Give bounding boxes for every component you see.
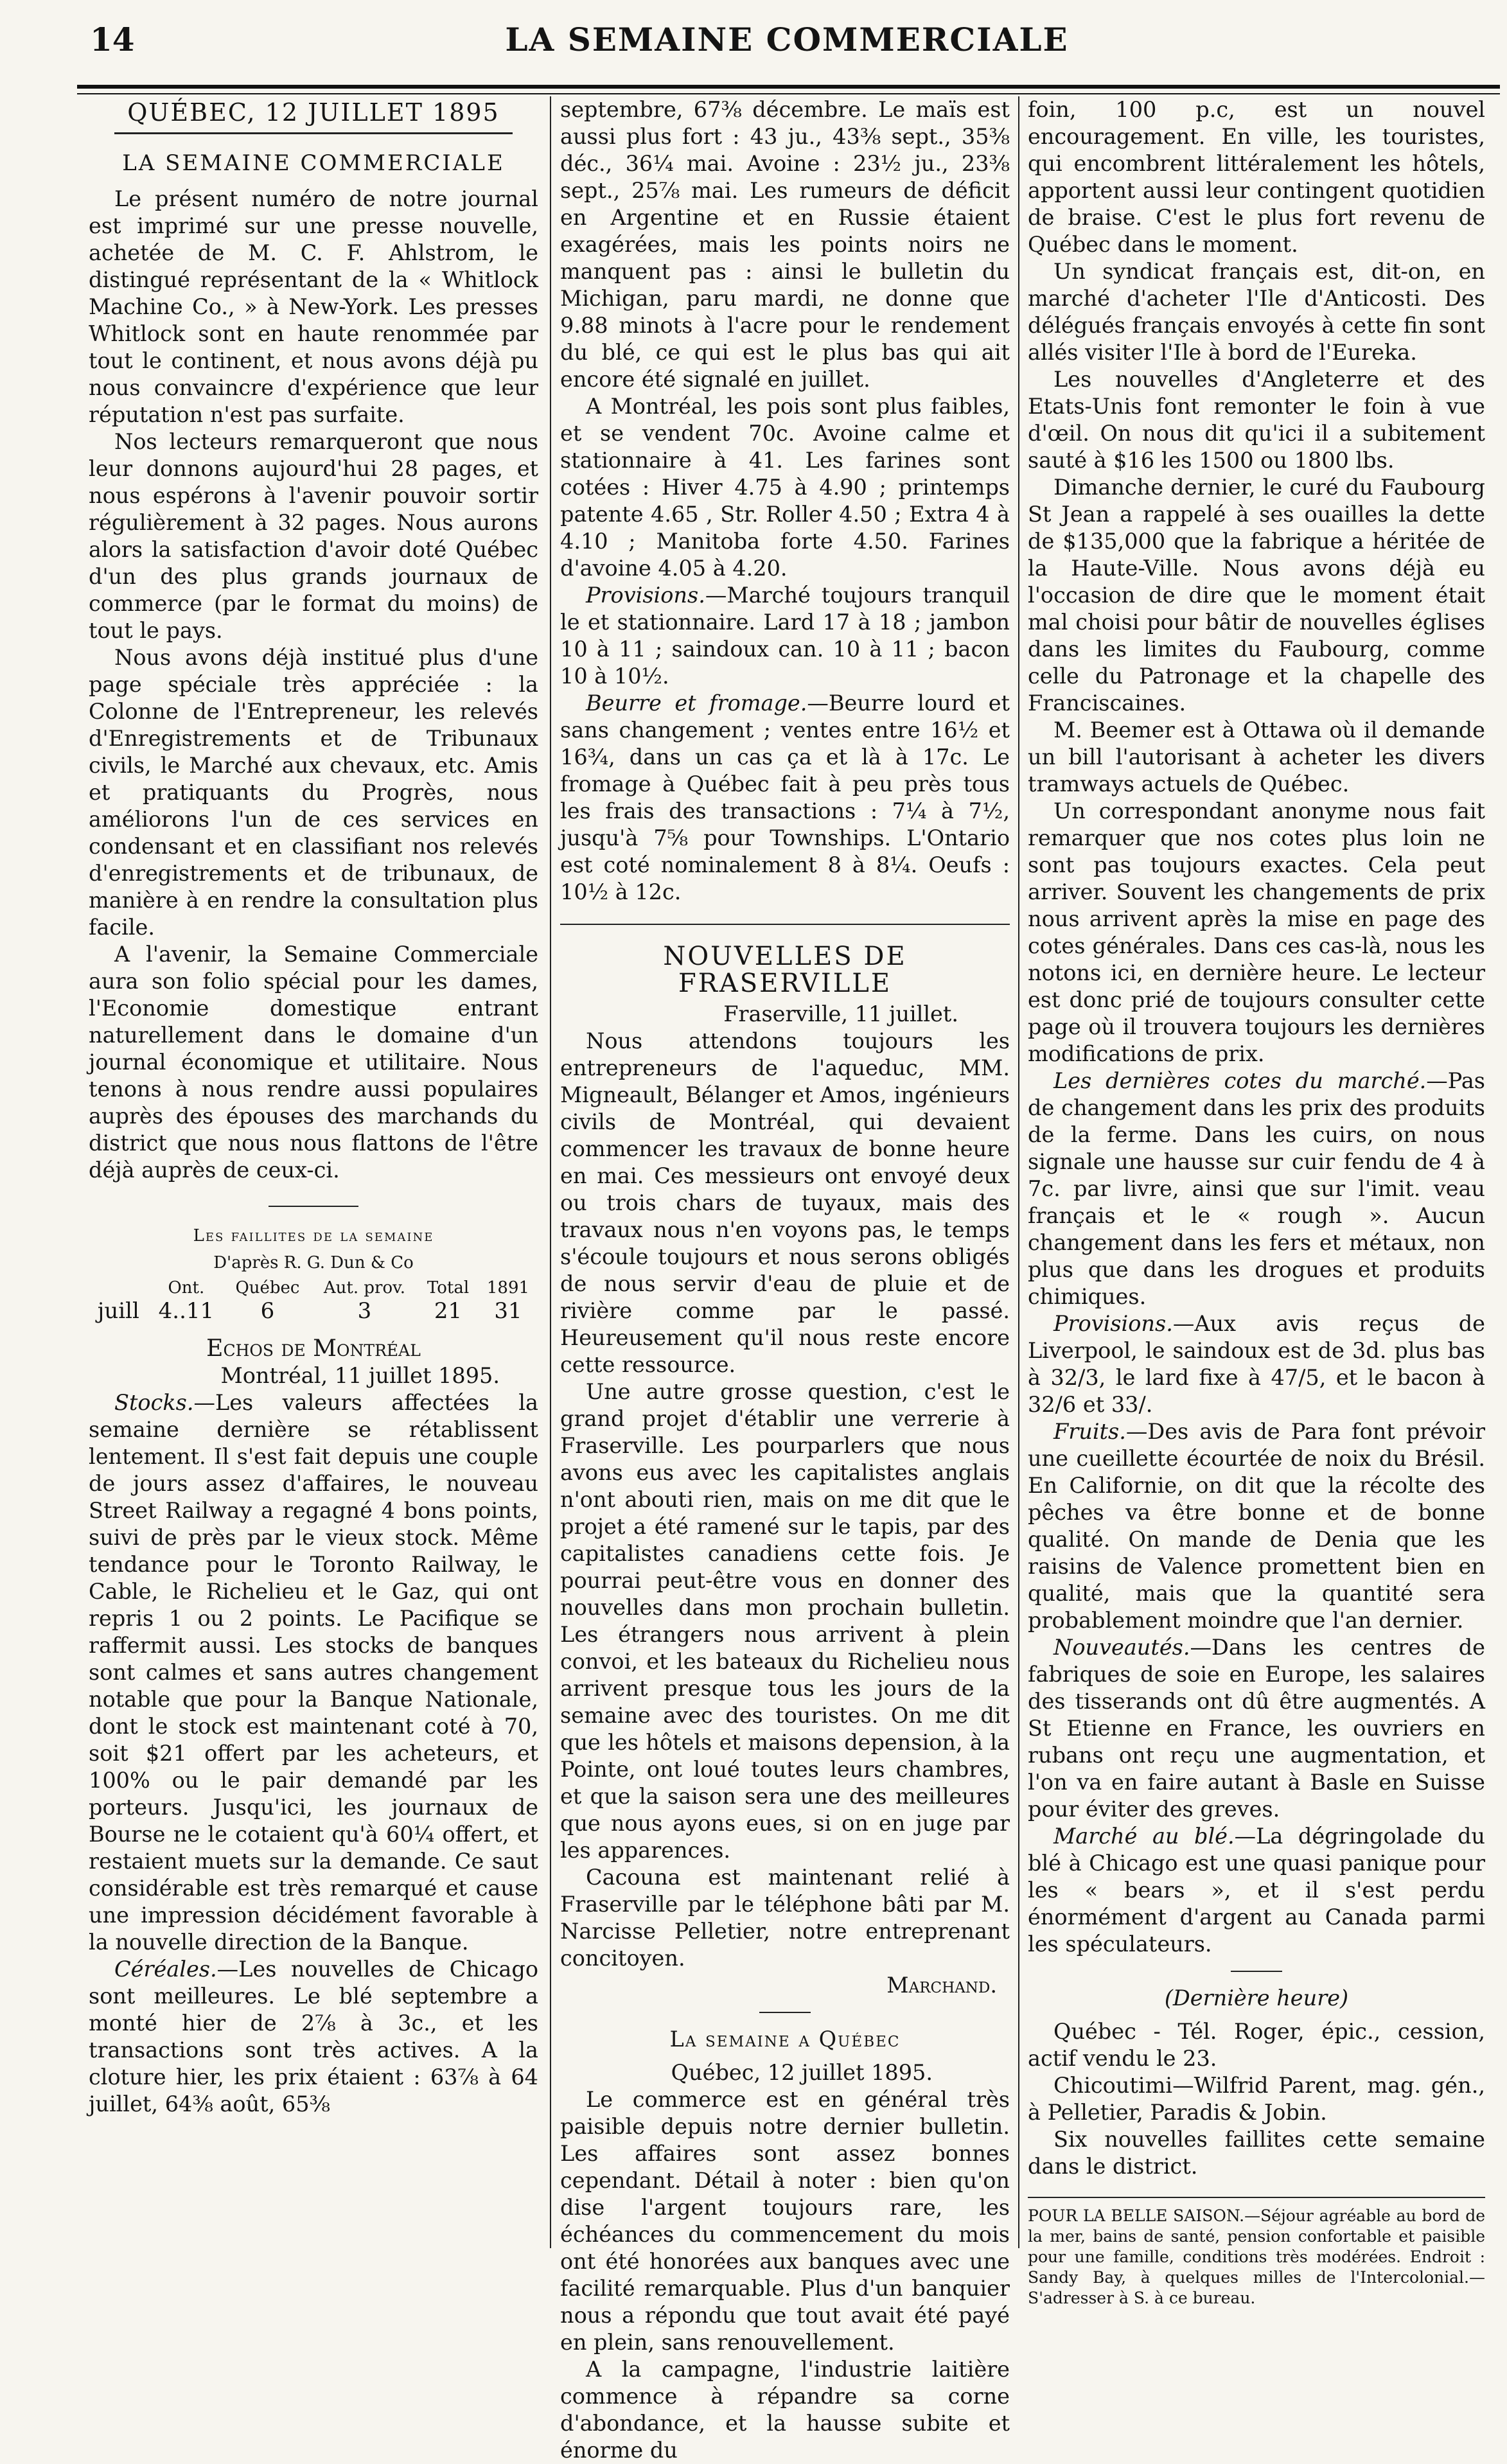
rubric-label: Provisions. [1053, 1311, 1173, 1336]
table-header: Ont. [168, 1278, 205, 1298]
header-rule-thin [77, 93, 1500, 94]
paragraph: Céréales.—Les nouvelles de Chicago sont meilleures. Le blé septembre a monté hier de 2⅞ à 3c., et les transactions sont très actives. A la cloture hier, les prix étaient : 63⅞ à 64 juillet, 64⅜ août, 65⅜ [89, 1957, 538, 2116]
paragraph: Cacouna est maintenant relié à Fraserville par le téléphone bâti par M. Narcisse Pelletier, notre entreprenant concitoyen. [560, 1865, 1010, 1971]
table-cell: 31 [494, 1298, 522, 1324]
page-number: 14 [90, 21, 135, 58]
rubric-label: Provisions. [586, 583, 705, 608]
paragraph: Les dernières cotes du marché.—Pas de changement dans les prix des produits de la ferme. Dans les cuirs, on nous signale une hausse sur cuir fendu de 4 à 7c. par livre, ainsi que sur l'imit. veau français et le « rough ». Aucun changement dans les fers et métaux, non plus que dans les drogues et produits chimiques. [1028, 1068, 1485, 1309]
paragraph: Fruits.—Des avis de Para font prévoir une cueillette écourtée de noix du Brésil. En Californie, on dit que la récolte des pêches va être bonne et de bonne qualité. On mande de Denia que les raisins de Valence promettent bien en qualité, mais que la quantité sera probablement moindre que l'an dernier. [1028, 1419, 1485, 1633]
paragraph: Provisions.—Aux avis reçus de Liverpool, le saindoux est de 3d. plus bas à 32/3, le lard fixe à 47/5, et le bacon à 32/6 et 33/. [1028, 1311, 1485, 1417]
column-3 [1028, 96, 1485, 2307]
faillites-source: D'après R. G. Dun & Co [213, 1253, 414, 1272]
rubric-label: Stocks. [114, 1390, 194, 1415]
table-cell: 6 [260, 1298, 275, 1324]
paragraph: A Montréal, les pois sont plus faibles, et se vendent 70c. Avoine calme et stationnaire à 41. Les farines sont cotées : Hiver 4.75 à 4.90 ; printemps patente 4.65 , Str. Roller 4.50 ; Extra 4 à 4.10 ; Manitoba forte 4.50. Farines d'avoine 4.05 à 4.20. [560, 394, 1010, 581]
table-header: Aut. prov. [323, 1278, 405, 1298]
column-2 [560, 96, 1010, 2463]
paragraph: septembre, 67⅜ décembre. Le maïs est aussi plus fort : 43 ju., 43⅜ sept., 35⅜ déc., 36¼ mai. Avoine : 23½ ju., 23⅜ sept., 25⅞ mai. Les rumeurs de déficit en Argentine et en Russie étaient exagérées, mais les points noirs ne manquent pas : ainsi le bulletin du Michigan, paru mardi, ne donne que 9.88 minots à l'acre pour le rendement du blé, ce qui est le plus bas qui ait encore été signalé en juillet. [560, 97, 1010, 392]
faillites-table [89, 1276, 538, 1323]
paragraph: Nous avons déjà institué plus d'une page spéciale très appréciée : la Colonne de l'Entrepreneur, les relevés d'Enregistrements et de Tribunaux civils, le Marché aux chevaux, etc. Amis et pratiquants du Progrès, nous améliorons l'un de ces services en condensant et en classifiant nos relevés d'enregistrements et de tribunaux, de manière à en rendre la consultation plus facile. [89, 645, 538, 940]
paragraph: A la campagne, l'industrie laitière commence à répandre sa corne d'abondance, et la hausse subite et énorme du [560, 2357, 1010, 2463]
table-cell: juill [97, 1298, 139, 1324]
last-hour-heading: (Dernière heure) [1164, 1985, 1349, 2011]
paragraph: Nos lecteurs remarqueront que nous leur donnons aujourd'hui 28 pages, et nous espérons à l'avenir pouvoir sortir régulièrement à 32 pages. Nous aurons alors la satisfaction d'avoir doté Québec d'un des plus grands journaux de commerce (par le format du moins) de tout le pays. [89, 429, 538, 643]
issue-dateline: QUÉBEC, 12 JUILLET 1895 [127, 98, 500, 127]
section-heading: NOUVELLES DE FRASERVILLE [663, 942, 907, 998]
table-header: 1891 [486, 1278, 530, 1298]
divider [560, 924, 1010, 925]
paragraph: Marché au blé.—La dégringolade du blé à Chicago est une quasi panique pour les « bears », et il s'est perdu énormément d'argent au Canada parmi les spéculateurs. [1028, 1824, 1485, 1957]
paragraph: foin, 100 p.c, est un nouvel encouragement. En ville, les touristes, qui encombrent littéralement les hôtels, apportent aussi leur contingent quotidien de braise. C'est le plus fort revenu de Québec dans le moment. [1028, 97, 1485, 257]
paragraph: Beurre et fromage.—Beurre lourd et sans changement ; ventes entre 16½ et 16¾, dans un cas ça et là à 17c. Le fromage à Québec fait à peu près tous les frais des transactions : 7¼ à 7½, jusqu'à 7⅝ pour Townships. L'Ontario est coté nominalement 8 à 8¼. Oeufs : 10½ à 12c. [560, 691, 1010, 904]
table-header: Québec [235, 1278, 300, 1298]
paragraph: Une autre grosse question, c'est le grand projet d'établir une verrerie à Fraserville. Les pourparlers que nous avons eus avec les capitalistes anglais n'ont abouti rien, mais on me dit que le projet a été ramené sur le tapis, par des capitalistes canadiens cette fois. Je pourrai peut-être vous en donner des nouvelles dans mon prochain bulletin. Les étrangers nous arrivent à plein convoi, et les bateaux du Richelieu nous arrivent presque tous les jours de la semaine avec des touristes. On me dit que les hôtels et maisons depension, à la Pointe, ont loué toutes leurs chambres, et que la saison sera une des meilleures que nous ayons eues, si on en juge par les apparences. [560, 1379, 1010, 1863]
paragraph: Le présent numéro de notre journal est imprimé sur une presse nouvelle, achetée de M. C. F. Ahlstrom, le distingué représentant de la « Whitlock Machine Co., » à New-York. Les presses Whitlock sont en haute renommée par tout le continent, et nous avons déjà pu nous convaincre d'expérience que leur réputation n'est pas surfaite. [89, 186, 538, 427]
paragraph: Nous attendons toujours les entrepreneurs de l'aqueduc, MM. Migneault, Bélanger et Amos, ingénieurs civils de Montréal, qui devaient commencer les travaux de bonne heure en mai. Ces messieurs ont envoyé deux ou trois chars de tuyaux, mais des travaux nous n'en voyons pas, le temps s'écoule toujours et nous serons obligés de nous servir d'eau de pluie et de rivière comme par le passé. Heureusement qu'il nous reste encore cette ressource. [560, 1028, 1010, 1377]
paragraph: Dimanche dernier, le curé du Faubourg St Jean a rappelé à ses ouailles la dette de $135,000 que la fabrique a héritée de la Haute-Ville. Nous avons déjà eu l'occasion de dire que le moment était mal choisi pour bâtir de nouvelles églises dans les limites du Faubourg, comme celle du Patronage et la chapelle des Franciscaines. [1028, 475, 1485, 716]
paragraph: Chicoutimi—Wilfrid Parent, mag. gén., à Pelletier, Paradis & Jobin. [1028, 2073, 1485, 2125]
table-cell: 3 [357, 1298, 372, 1324]
page-header [77, 12, 1497, 82]
divider [1231, 1971, 1282, 1972]
rubric-label: Fruits. [1053, 1419, 1126, 1444]
table-header: Total [427, 1278, 470, 1298]
table-cell: 21 [434, 1298, 463, 1324]
divider [114, 132, 513, 134]
paragraph: Québec - Tél. Roger, épic., cession, actif vendu le 23. [1028, 2019, 1485, 2071]
column-divider [550, 96, 551, 2248]
paragraph: Provisions.—Marché toujours tranquil le et stationnaire. Lard 17 à 18 ; jambon 10 à 11 ; saindoux can. 10 à 11 ; bacon 10 à 10½. [560, 583, 1010, 689]
rubric-label: Nouveautés. [1053, 1635, 1190, 1660]
rubric-label: Céréales. [114, 1957, 217, 1982]
classified-ad: POUR LA BELLE SAISON.—Séjour agréable au bord de la mer, bains de santé, pension confortable et paisible pour une famille, conditions très modérées. Endroit : Sandy Bay, à quelques milles de l'Intercolonial.—S'adresser à S. à ce bureau. [1028, 2197, 1485, 2309]
paragraph: Stocks.—Les valeurs affectées la semaine dernière se rétablissent lentement. Il s'est fait depuis une couple de jours assez d'affaires, le nouveau Street Railway a regagné 4 bons points, suivi de près par le vieux stock. Même tendance pour le Toronto Railway, le Cable, le Richelieu et le Gaz, qui ont repris 1 ou 2 points. Le Pacifique se raffermit aussi. Les stocks de banques sont calmes et sans autres changement notable que pour la Banque Nationale, dont le stock est maintenant coté à 70, soit $21 offert par les acheteurs, et 100% ou le pair demandé par les porteurs. Jusqu'ici, les journaux de Bourse ne le cotaient qu'à 60¼ offert, et restaient muets sur la demande. Ce saut considérable est très remarqué et cause une impression décidément favorable à la nouvelle direction de la Banque. [89, 1390, 538, 1955]
faillites-title: Les faillites de la semaine [193, 1226, 434, 1245]
section-dateline: Québec, 12 juillet 1895. [671, 2060, 933, 2085]
table-cell: 4..11 [158, 1298, 215, 1324]
divider [269, 1206, 358, 1207]
column-1 [89, 96, 538, 2293]
paragraph: M. Beemer est à Ottawa où il demande un bill l'autorisant à acheter les divers tramways actuels de Québec. [1028, 717, 1485, 796]
column-divider [1018, 96, 1019, 2248]
signature: Marchand. [886, 1973, 997, 1998]
section-dateline: Montréal, 11 juillet 1895. [220, 1363, 500, 1388]
paragraph: Les nouvelles d'Angleterre et des Etats-Unis font remonter le foin à vue d'œil. On nous dit qu'ici il a subitement sauté à $16 les 1500 ou 1800 lbs. [1028, 367, 1485, 473]
paragraph: A l'avenir, la Semaine Commerciale aura son folio spécial pour les dames, l'Economie domestique entrant naturellement dans le domaine d'un journal économique et utilitaire. Nous tenons à nous rendre aussi populaires auprès des épouses des marchands du district que nous nous flattons de l'être déjà auprès de ceux-ci. [89, 942, 538, 1183]
section-heading: Echos de Montréal [206, 1335, 421, 1362]
section-dateline: Fraserville, 11 juillet. [723, 1001, 958, 1026]
table-header [89, 1276, 148, 1299]
section-heading: La semaine a Québec [669, 2027, 901, 2052]
paragraph: Six nouvelles faillites cette semaine dans le district. [1028, 2127, 1485, 2179]
paragraph: Un syndicat français est, dit-on, en marché d'acheter l'Ile d'Anticosti. Des délégués français envoyés à cette fin sont allés visiter l'Ile à bord de l'Eureka. [1028, 259, 1485, 365]
rubric-label: Les dernières cotes du marché. [1053, 1068, 1427, 1093]
rubric-label: Marché au blé. [1053, 1824, 1235, 1849]
divider [759, 2012, 811, 2013]
editorial-heading: LA SEMAINE COMMERCIALE [122, 150, 505, 176]
paragraph: Nouveautés.—Dans les centres de fabriques de soie en Europe, les salaires des tisserands ont dû être augmentés. A St Etienne en France, les ouvriers en rubans ont reçu une augmentation, et l'on va en faire autant à Basle en Suisse pour éviter des greves. [1028, 1635, 1485, 1822]
paragraph: Le commerce est en général très paisible depuis notre dernier bulletin. Les affaires sont assez bonnes cependant. Détail à noter : bien qu'on dise l'argent toujours rare, les échéances du commencement du mois ont été honorées aux banques avec une facilité remarquable. Plus d'un banquier nous a répondu que tout avait été payé en plein, sans renouvellement. [560, 2087, 1010, 2355]
newspaper-title: LA SEMAINE COMMERCIALE [505, 21, 1069, 58]
header-rule [77, 85, 1500, 89]
rubric-label: Beurre et fromage. [586, 691, 807, 716]
paragraph: Un correspondant anonyme nous fait remarquer que nos cotes plus loin ne sont pas toujours exactes. Cela peut arriver. Souvent les changements de prix nous arrivent après la mise en page des cotes générales. Dans ces cas-là, nous les notons ici, en dernière heure. Le lecteur est donc prié de toujours consulter cette page où il trouvera toujours les dernières modifications de prix. [1028, 798, 1485, 1066]
